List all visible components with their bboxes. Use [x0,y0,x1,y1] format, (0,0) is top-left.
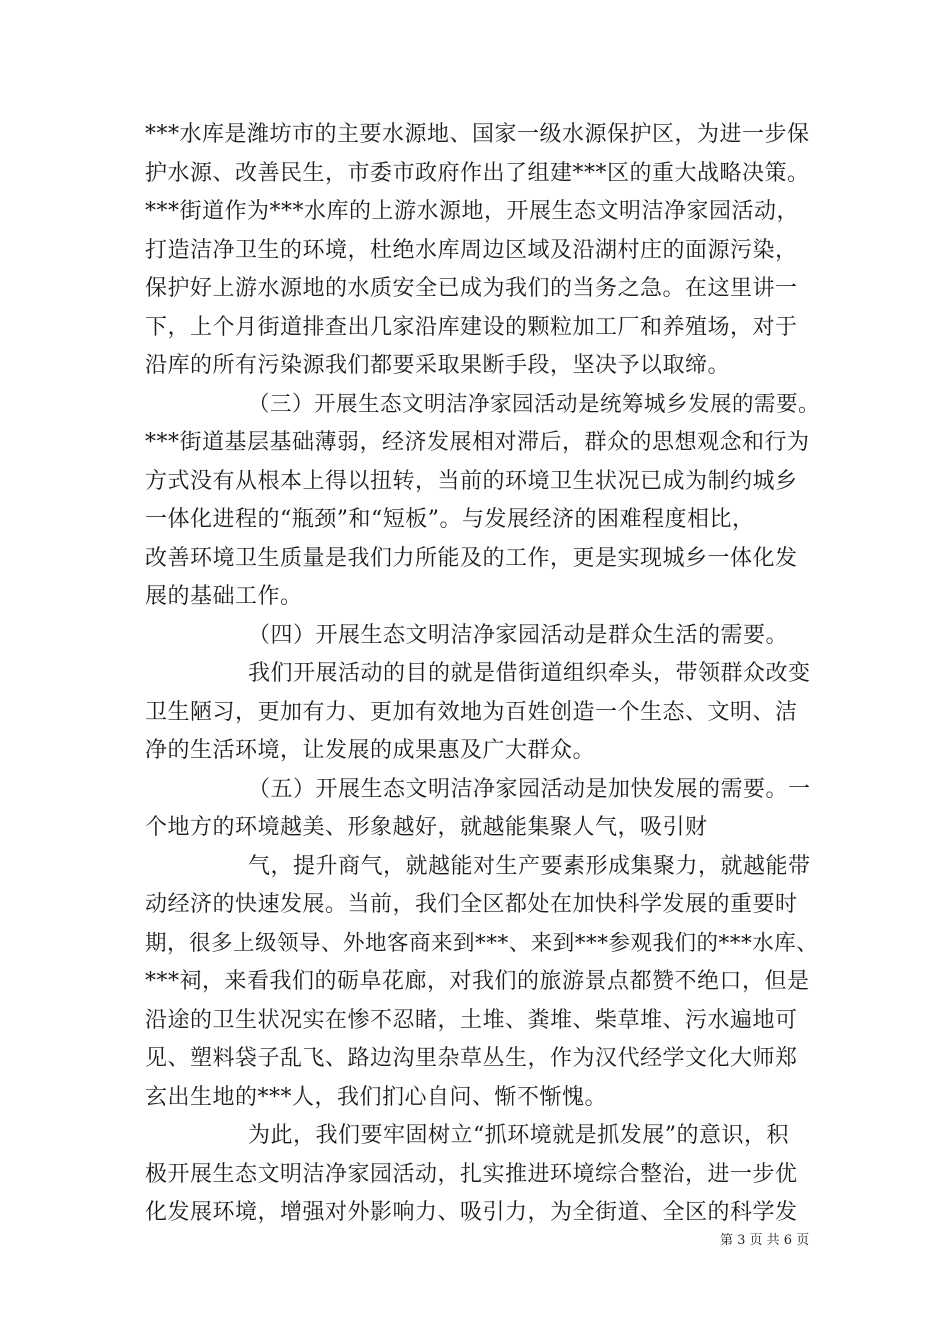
text-line: ***街道基层基础薄弱，经济发展相对滞后，群众的思想观念和行为 [145,430,810,455]
text-line: 见、塑料袋子乱飞、路边沟里杂草丛生，作为汉代经学文化大师郑 [145,1046,798,1071]
text-line: 个地方的环境越美、形象越好，就越能集聚人气，吸引财 [145,815,708,840]
page-number: 第 3 页 共 6 页 [720,1233,810,1248]
text-line: 保护好上游水源地的水质安全已成为我们的当务之急。在这里讲一 [145,276,798,301]
text-line: 卫生陋习，更加有力、更加有效地为百姓创造一个生态、文明、洁 [145,700,798,725]
text-line: 气，提升商气，就越能对生产要素形成集聚力，就越能带 [248,854,811,879]
section-heading: （四）开展生态文明洁净家园活动是群众生活的需要。 [248,623,789,648]
text-line: 沿途的卫生状况实在惨不忍睹，土堆、粪堆、柴草堆、污水遍地可 [145,1008,798,1033]
text-line: 净的生活环境，让发展的成果惠及广大群众。 [145,738,596,763]
text-line: 打造洁净卫生的环境，杜绝水库周边区域及沿湖村庄的面源污染， [145,238,798,263]
text-line: 改善环境卫生质量是我们力所能及的工作，更是实现城乡一体化发 [145,546,798,571]
text-line: 化发展环境，增强对外影响力、吸引力，为全街道、全区的科学发 [145,1200,798,1225]
text-line: 期，很多上级领导、外地客商来到***、来到***参观我们的***水库、 [145,931,819,956]
text-line: 一体化进程的“瓶颈”和“短板”。与发展经济的困难程度相比， [145,507,755,532]
text-line: ***街道作为***水库的上游水源地，开展生态文明洁净家园活动， [145,199,800,224]
text-line: 我们开展活动的目的就是借街道组织牵头，带领群众改变 [248,661,811,686]
text-line: 方式没有从根本上得以扭转，当前的环境卫生状况已成为制约城乡 [145,469,798,494]
text-line: 动经济的快速发展。当前，我们全区都处在加快科学发展的重要时 [145,892,798,917]
text-line: ***水库是潍坊市的主要水源地、国家一级水源保护区，为进一步保 [145,122,810,147]
text-line: 为此，我们要牢固树立“抓环境就是抓发展”的意识，积 [248,1123,789,1148]
text-line: 展的基础工作。 [145,584,303,609]
text-line: 护水源、改善民生，市委市政府作出了组建***区的重大战略决策。 [145,161,810,186]
section-heading: （三）开展生态文明洁净家园活动是统筹城乡发展的需要。 [248,392,821,417]
text-line: 玄出生地的***人，我们扪心自问、惭不惭愧。 [145,1085,608,1110]
text-line: ***祠，来看我们的砺阜花廊，对我们的旅游景点都赞不绝口，但是 [145,969,810,994]
text-line: 下，上个月街道排查出几家沿库建设的颗粒加工厂和养殖场，对于 [145,315,798,340]
text-line: 沿库的所有污染源我们都要采取果断手段，坚决予以取缔。 [145,353,731,378]
section-heading: （五）开展生态文明洁净家园活动是加快发展的需要。一 [248,777,811,802]
text-line: 极开展生态文明洁净家园活动，扎实推进环境综合整治，进一步优 [145,1162,798,1187]
